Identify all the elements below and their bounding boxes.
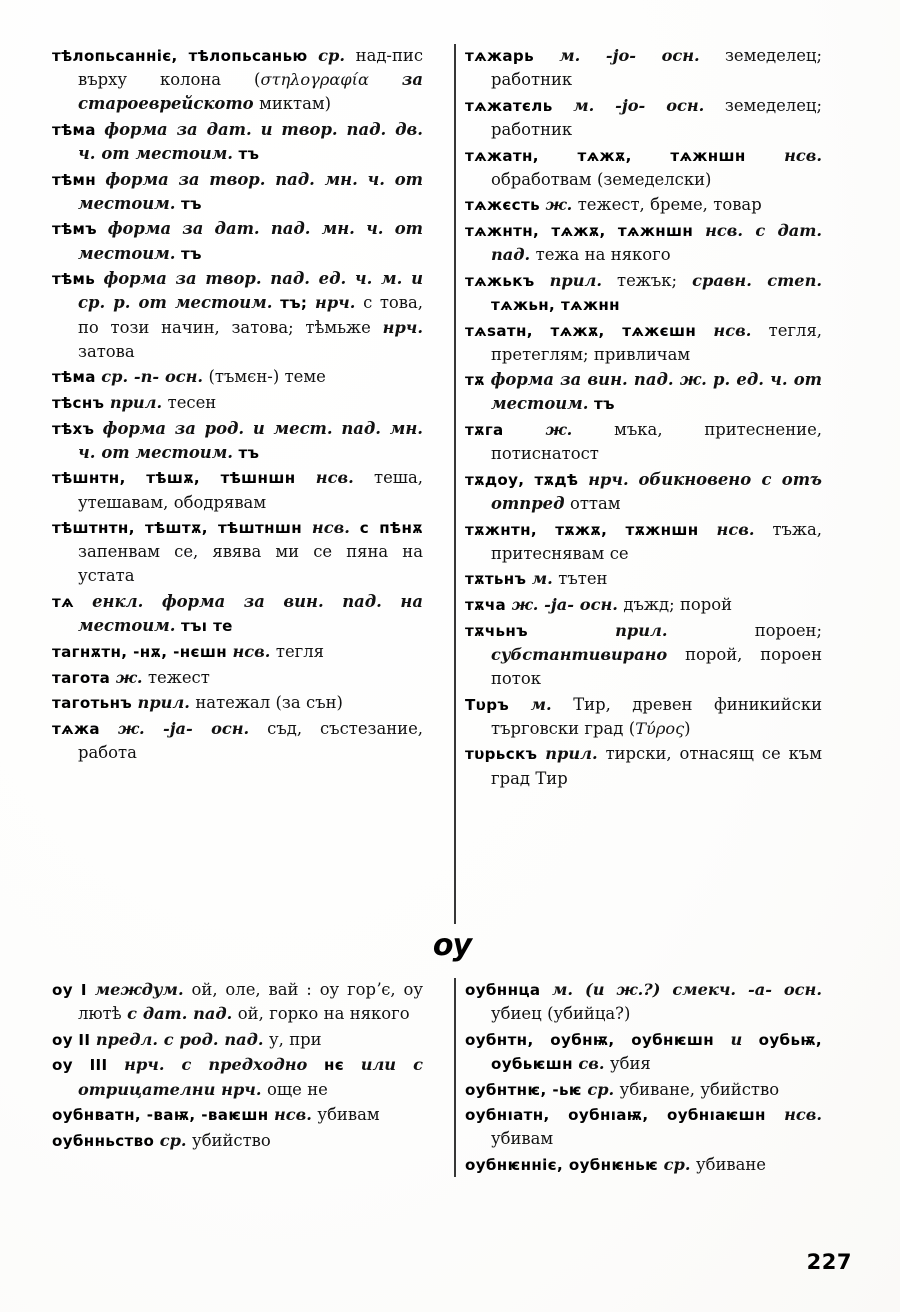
headword: оу	[52, 1030, 73, 1049]
dictionary-entry	[465, 567, 822, 591]
dictionary-entry	[465, 593, 822, 617]
definition: натежал (за сън)	[195, 693, 343, 713]
grammar-label: междум.	[94, 980, 184, 999]
headword: тѧжькъ	[465, 271, 535, 290]
dictionary-entry	[52, 118, 423, 166]
headword: тѫга	[465, 421, 504, 440]
bottom-left-column	[52, 978, 437, 1177]
headword: тѣмн	[52, 170, 97, 189]
dictionary-entry	[52, 516, 423, 588]
definition: убия	[609, 1053, 651, 1073]
cross-reference: тъ	[180, 244, 202, 263]
definition: тътен	[558, 569, 608, 589]
cross-reference: тъ	[238, 443, 260, 462]
headword: тυрьскъ	[465, 745, 538, 764]
cross-reference: тъ	[180, 194, 202, 213]
grammar-label: нрч.	[382, 317, 423, 337]
grammar-label: м. (и ж.?) смекч. -a- осн.	[552, 980, 822, 999]
grammar-label: нсв.	[713, 320, 752, 340]
dictionary-entry	[465, 44, 822, 92]
cross-reference: тъı те	[180, 617, 233, 636]
headword: тѣлопьсанніє, тѣлопьсанью	[52, 47, 308, 65]
headword: тѧжнтн, тѧжѫ, тѧжншн	[465, 221, 694, 240]
grammar-label: ж.	[545, 420, 573, 440]
grammar-label: нрч. с предходно	[124, 1055, 308, 1075]
homograph-number: II	[78, 1030, 91, 1049]
dictionary-entry	[52, 666, 423, 690]
headword: тѧ	[52, 593, 75, 612]
definition: с това, по този начин, затова; тѣмьже	[78, 293, 424, 337]
dictionary-entry	[465, 1078, 822, 1102]
grammar-label: нсв.	[784, 145, 822, 165]
column-divider-rule	[454, 978, 456, 1177]
cross-reference: тъ	[238, 145, 260, 164]
headword: тѧжатєль	[465, 96, 553, 115]
dictionary-entry	[52, 466, 423, 514]
headword: тѫдоу, тѫдѣ	[465, 470, 579, 489]
gloss-italic: за староеврейското	[78, 70, 424, 114]
definition: убиване, убийство	[619, 1079, 780, 1099]
headword: тѫча	[465, 596, 507, 615]
dictionary-entry	[52, 217, 423, 265]
greek-term: στηλογραφία	[260, 70, 369, 90]
headword: оубнıатн, оубнıаѭ, оубнıаѥшн	[465, 1106, 766, 1125]
grammar-label: нсв.	[716, 519, 755, 539]
dictionary-entry	[52, 590, 423, 638]
definition: теша, утешавам, ободрявам	[78, 468, 423, 512]
definition: тежест, бреме, товар	[577, 195, 762, 215]
section-uk-entries	[52, 978, 852, 1177]
gloss-italic: енкл. форма за вин. пад. на местоим.	[78, 592, 423, 636]
grammar-label: м. -jo- осн.	[573, 95, 705, 115]
grammar-label: нсв. с дат. пад.	[491, 220, 822, 265]
dictionary-entry	[52, 168, 423, 216]
grammar-label: прил.	[545, 744, 598, 764]
usage-phrase: с пѣнѫ	[359, 519, 423, 538]
dictionary-entry	[52, 717, 423, 765]
comparative-forms: тѧжьн, тѧжнн	[491, 295, 620, 314]
headword: таготьнъ	[52, 694, 133, 713]
headword: тѫтьнъ	[465, 570, 527, 589]
dictionary-entry	[465, 418, 822, 466]
headword: тѣма	[52, 368, 96, 387]
definition: убийство	[192, 1130, 271, 1150]
top-right-column	[437, 44, 822, 791]
headword: тѣмь	[52, 270, 96, 289]
definition: убиване	[695, 1154, 766, 1174]
headword: тагота	[52, 668, 111, 687]
definition: тесен	[167, 392, 217, 412]
dictionary-entry	[52, 417, 423, 465]
definition: ой, горко на някого	[237, 1004, 410, 1024]
headword: оу	[52, 981, 73, 999]
dictionary-entry	[52, 640, 423, 664]
dictionary-entry	[52, 978, 423, 1026]
grammar-label: прил.	[109, 392, 163, 412]
gloss-italic: форма за дат. пад. мн. ч. от местоим.	[78, 219, 423, 263]
dictionary-entry	[465, 518, 822, 566]
dictionary-entry	[465, 193, 822, 217]
headword: оу	[52, 1056, 73, 1075]
headword: тѣштнтн, тѣштѫ, тѣштншн	[52, 519, 303, 538]
grammar-label: ж.	[545, 195, 573, 215]
headword: тѧѕатн, тѧжѫ, тѧжєшн	[465, 321, 697, 340]
gloss-italic: форма за вин. пад. ж. р. ед. ч. от местоим.	[490, 370, 822, 414]
dictionary-entry	[465, 1153, 822, 1177]
dictionary-entry	[465, 619, 822, 691]
dictionary-entry	[465, 742, 822, 790]
headword: Tυръ	[465, 695, 510, 714]
grammar-label: м. -jo- осн.	[559, 46, 700, 65]
dictionary-entry	[52, 691, 423, 715]
grammar-label: ср.	[663, 1154, 691, 1174]
section-t-entries	[52, 44, 852, 924]
headword: оубнватн, -ваѭ, -ваѥшн	[52, 1106, 269, 1125]
definition-tail: )	[684, 718, 691, 738]
headword: тѣмъ	[52, 220, 97, 239]
letter-section-header	[52, 924, 852, 976]
definition: затова	[78, 341, 135, 361]
definition: порой, пороен поток	[491, 644, 822, 689]
gloss-italic: форма за твор. пад. мн. ч. от местоим.	[78, 169, 423, 213]
dictionary-entry	[465, 219, 822, 267]
headword: тѫжнтн, тѫжѫ, тѫжншн	[465, 520, 699, 539]
page-number: 227	[806, 1250, 852, 1274]
grammar-label: с дат. пад.	[127, 1004, 233, 1024]
grammar-label: ж. -ja- осн.	[511, 595, 618, 615]
page-content	[52, 44, 852, 1274]
conjunction-italic: и	[730, 1029, 743, 1049]
dictionary-entry	[465, 1103, 822, 1151]
definition: убивам	[317, 1105, 380, 1125]
greek-term: Τύρος	[635, 718, 685, 738]
grammar-label: предл. с род. пад.	[95, 1029, 264, 1049]
dictionary-entry	[52, 391, 423, 415]
headword: тѧжарь	[465, 47, 534, 65]
two-column-layout	[52, 44, 852, 791]
headword: тѫчьнъ	[465, 621, 528, 640]
headword: оубнньство	[52, 1131, 155, 1150]
grammar-label: прил.	[615, 620, 668, 640]
headword: оубнтнѥ, -ьѥ	[465, 1080, 582, 1099]
grammar-label: субстантивирано	[491, 644, 668, 664]
definition: тежа на някого	[535, 245, 671, 265]
grammar-label: ср.	[587, 1079, 615, 1099]
dictionary-entry	[465, 319, 822, 367]
grammar-label: м.	[530, 694, 552, 714]
definition: пороен;	[754, 620, 822, 640]
gloss-italic: форма за дат. и твор. пад. дв. ч. от местоим.	[78, 119, 423, 164]
definition: съд, състезание, работа	[78, 718, 423, 762]
definition: убивам	[491, 1129, 554, 1149]
definition: дъжд; порой	[623, 595, 733, 615]
dictionary-entry	[52, 1028, 423, 1052]
dictionary-entry	[52, 267, 423, 364]
headword: тѫ	[465, 371, 485, 390]
definition: запенвам се, явява ми се пяна на устата	[78, 542, 423, 586]
grammar-label: св.	[578, 1053, 605, 1073]
column-divider-rule	[454, 44, 456, 924]
definition: тъжа, притеснявам се	[491, 519, 822, 563]
cross-reference: нє	[323, 1056, 345, 1075]
dictionary-entry	[465, 468, 822, 516]
headword: тѧжєсть	[465, 196, 540, 215]
gloss-italic: форма за твор. пад. ед. ч. м. и ср. р. от местоим.	[78, 269, 423, 313]
dictionary-entry	[465, 144, 822, 192]
definition: тежък;	[617, 270, 678, 290]
definition: тегля	[275, 641, 324, 661]
grammar-label: нсв.	[311, 518, 350, 538]
bottom-right-column	[437, 978, 822, 1177]
dictionary-entry	[52, 365, 423, 389]
headword: тѧжа	[52, 719, 100, 738]
grammar-label: нсв.	[315, 468, 354, 488]
dictionary-entry	[465, 94, 822, 142]
dictionary-entry	[465, 368, 822, 416]
uk-digraph-glyph: оу	[432, 928, 472, 963]
grammar-label: или с отрицателни нрч.	[78, 1055, 423, 1099]
grammar-label: ср.	[159, 1130, 187, 1150]
definition: земеделец; работник	[491, 46, 822, 90]
grammar-label: ж.	[115, 667, 143, 687]
definition: земеделец; работник	[491, 95, 822, 139]
gloss-italic: форма за род. и мест. пад. мн. ч. от местоим.	[78, 418, 423, 462]
grammar-label: нрч.	[588, 469, 629, 489]
headword: оубнтн, оубнѭ, оубнѥшн	[465, 1030, 715, 1049]
dictionary-entry	[465, 1028, 822, 1076]
dictionary-entry	[465, 693, 822, 741]
definition: Тир, древен финикийски търговски град (	[491, 694, 822, 738]
definition: тежест	[147, 667, 210, 687]
cross-reference: тъ	[593, 395, 615, 414]
headword: тѧжатн, тѧжѫ, тѧжншн	[465, 146, 746, 165]
grammar-label: ср.	[318, 46, 345, 65]
headword: тѣшнтн, тѣшѫ, тѣшншн	[52, 469, 296, 488]
dictionary-entry	[52, 1103, 423, 1127]
headword: оубннца	[465, 981, 541, 999]
definition: още не	[267, 1079, 328, 1099]
gloss-italic: обикновено с отъ отпред	[491, 469, 822, 514]
grammar-label: ср. -n- осн.	[101, 367, 204, 387]
homograph-number: I	[80, 981, 87, 999]
grammar-label: ж. -ja- осн.	[117, 718, 250, 738]
grammar-label: прил.	[549, 270, 602, 290]
dictionary-entry	[465, 269, 822, 317]
grammar-label: нсв.	[274, 1105, 312, 1125]
headword: тѣма	[52, 120, 96, 139]
definition-tail: миктам)	[259, 94, 332, 114]
headword: тагнѫтн, -нѫ, -нєшн	[52, 642, 227, 661]
definition: мъка, притеснение, потиснатост	[491, 420, 822, 464]
headword: тѣхъ	[52, 419, 95, 438]
dictionary-entry	[465, 978, 822, 1026]
definition: у, при	[268, 1029, 322, 1049]
grammar-label: прил.	[137, 693, 190, 713]
homograph-number: III	[89, 1056, 108, 1075]
cross-reference: тъ;	[280, 294, 308, 313]
variant-forms: оубьѭ, оубьѥшн	[491, 1030, 822, 1073]
definition: (тъмєн-) теме	[208, 367, 326, 387]
definition: убиец (убийца?)	[491, 1004, 631, 1024]
definition: тирски, отнасящ се към град Тир	[491, 744, 822, 788]
two-column-layout	[52, 978, 852, 1177]
grammar-label: нсв.	[232, 641, 271, 661]
headword: оубнѥнніє, оубнѥньѥ	[465, 1155, 659, 1174]
dictionary-entry	[52, 1053, 423, 1101]
definition: обработвам (земеделски)	[491, 169, 712, 189]
definition: тегля, претеглям; привличам	[491, 320, 822, 364]
grammar-label: м.	[531, 569, 553, 589]
grammar-label: сравн. степ.	[692, 270, 822, 290]
definition: над-пис върху колона (	[78, 46, 423, 90]
grammar-label: нрч.	[315, 293, 356, 313]
grammar-label: нсв.	[784, 1105, 822, 1125]
definition: ой, оле, вай : оу горʼє, оу лютѣ	[78, 980, 424, 1024]
dictionary-entry	[52, 1129, 423, 1153]
top-left-column	[52, 44, 437, 791]
dictionary-entry	[52, 44, 423, 116]
definition: оттам	[569, 494, 621, 514]
headword: тѣснъ	[52, 393, 105, 412]
